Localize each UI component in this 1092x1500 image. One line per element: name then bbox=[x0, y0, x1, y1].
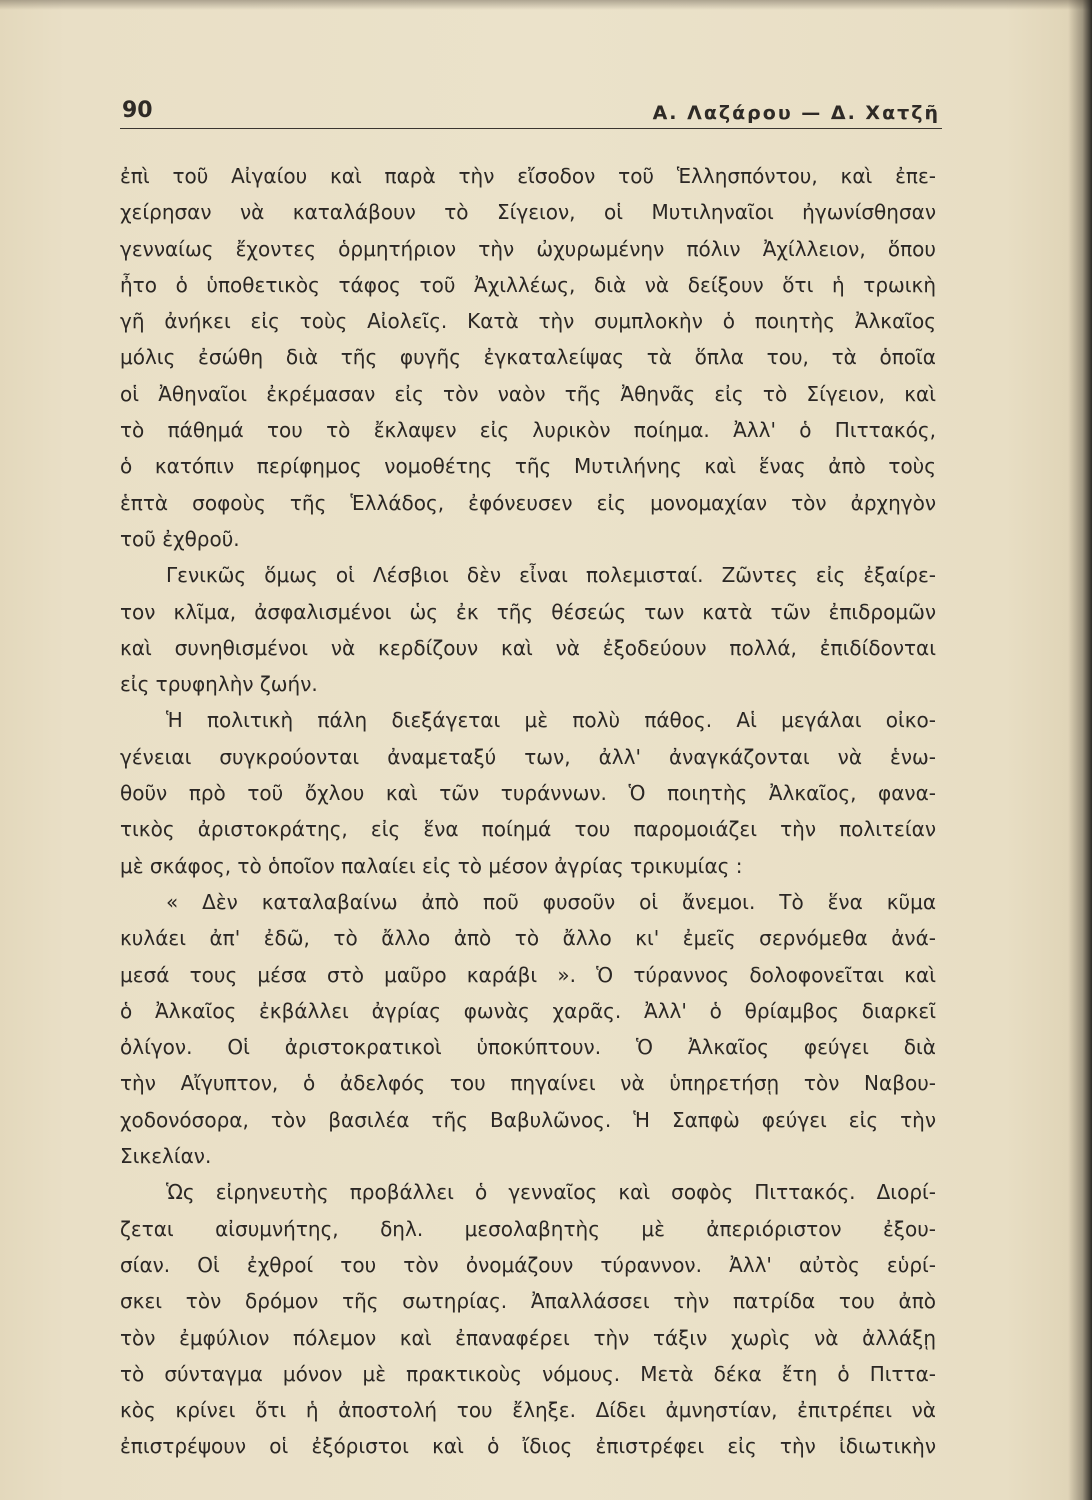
text-line: ὁ Ἀλκαῖος ἐκβάλλει ἀγρίας φωνὰς χαρᾶς. Ἀλλ' ὁ θρίαμβος διαρκεῖ bbox=[120, 998, 936, 1023]
text-line: τοῦ ἐχθροῦ. bbox=[120, 526, 240, 551]
page-top-shadow bbox=[0, 0, 1092, 10]
text-line: ἐπιστρέψουν οἱ ἐξόριστοι καὶ ὁ ἴδιος ἐπιστρέφει εἰς τὴν ἰδιωτικὴν bbox=[120, 1434, 936, 1459]
text-line: ὁ κατόπιν περίφημος νομοθέτης τῆς Μυτιλήνης καὶ ἕνας ἀπὸ τοὺς bbox=[120, 454, 936, 479]
text-line: « Δὲν καταλαβαίνω ἀπὸ ποῦ φυσοῦν οἱ ἄνεμοι. Τὸ ἕνα κῦμα bbox=[166, 889, 936, 914]
text-line: γῆ ἀνήκει εἰς τοὺς Αἰολεῖς. Κατὰ τὴν συμπλοκὴν ὁ ποιητὴς Ἀλκαῖος bbox=[120, 309, 936, 334]
text-line: γενναίως ἔχοντες ὁρμητήριον τὴν ὠχυρωμένην πόλιν Ἀχίλλειον, ὅπου bbox=[120, 236, 936, 261]
text-line: μεσά τους μέσα στὸ μαῦρο καράβι ». Ὁ τύραννος δολοφονεῖται καὶ bbox=[120, 962, 936, 987]
text-line: τικὸς ἀριστοκράτης, εἰς ἕνα ποίημά του παρομοιάζει τὴν πολιτείαν bbox=[120, 817, 936, 842]
text-line: μόλις ἐσώθη διὰ τῆς φυγῆς ἐγκαταλείψας τὰ ὅπλα του, τὰ ὁποῖα bbox=[120, 345, 936, 370]
text-line: τὸ πάθημά του τὸ ἔκλαψεν εἰς λυρικὸν ποίημα. Ἀλλ' ὁ Πιττακός, bbox=[120, 418, 936, 443]
text-line: ζεται αἰσυμνήτης, δηλ. μεσολαβητὴς μὲ ἀπεριόριστον ἐξου- bbox=[120, 1216, 936, 1241]
text-line: ὀλίγον. Οἱ ἀριστοκρατικοὶ ὑποκύπτουν. Ὁ Ἀλκαῖος φεύγει διὰ bbox=[120, 1035, 936, 1060]
text-line: Σικελίαν. bbox=[120, 1144, 212, 1169]
text-line: κὸς κρίνει ὅτι ἡ ἀποστολή του ἔληξε. Δίδει ἀμνηστίαν, ἐπιτρέπει νὰ bbox=[120, 1398, 936, 1423]
text-line: τὸν ἐμφύλιον πόλεμον καὶ ἐπαναφέρει τὴν τάξιν χωρὶς νὰ ἀλλάξῃ bbox=[120, 1325, 936, 1350]
page-number: 90 bbox=[122, 98, 153, 123]
text-line: οἱ Ἀθηναῖοι ἐκρέμασαν εἰς τὸν ναὸν τῆς Ἀθηνᾶς εἰς τὸ Σίγειον, καὶ bbox=[120, 381, 936, 406]
text-line: εἰς τρυφηλὴν ζωήν. bbox=[120, 672, 318, 697]
page-header bbox=[120, 92, 942, 129]
text-line: μὲ σκάφος, τὸ ὁποῖον παλαίει εἰς τὸ μέσον ἀγρίας τρικυμίας : bbox=[120, 853, 743, 878]
text-line: Ὡς εἰρηνευτὴς προβάλλει ὁ γενναῖος καὶ σοφὸς Πιττακός. Διορί- bbox=[166, 1180, 936, 1205]
body-text bbox=[120, 158, 936, 1465]
text-line: χοδονόσορα, τὸν βασιλέα τῆς Βαβυλῶνος. Ἡ Σαπφὼ φεύγει εἰς τὴν bbox=[120, 1107, 936, 1132]
text-line: χείρησαν νὰ καταλάβουν τὸ Σίγειον, οἱ Μυτιληναῖοι ἠγωνίσθησαν bbox=[120, 200, 936, 225]
text-line: Γενικῶς ὅμως οἱ Λέσβιοι δὲν εἶναι πολεμισταί. Ζῶντες εἰς ἐξαίρε- bbox=[166, 563, 936, 588]
text-line: τον κλῖμα, ἀσφαλισμένοι ὡς ἐκ τῆς θέσεώς των κατὰ τῶν ἐπιδρομῶν bbox=[120, 599, 936, 624]
text-line: ἦτο ὁ ὑποθετικὸς τάφος τοῦ Ἀχιλλέως, διὰ νὰ δείξουν ὅτι ἡ τρωικὴ bbox=[120, 272, 936, 297]
text-line: Ἡ πολιτικὴ πάλη διεξάγεται μὲ πολὺ πάθος. Αἱ μεγάλαι οἰκο- bbox=[166, 708, 936, 733]
text-line: ἐπὶ τοῦ Αἰγαίου καὶ παρὰ τὴν εἴσοδον τοῦ Ἑλλησπόντου, καὶ ἐπε- bbox=[120, 164, 936, 188]
text-line: θοῦν πρὸ τοῦ ὄχλου καὶ τῶν τυράννων. Ὁ ποιητὴς Ἀλκαῖος, φανα- bbox=[120, 781, 936, 806]
text-line: κυλάει ἀπ' ἐδῶ, τὸ ἄλλο ἀπὸ τὸ ἄλλο κι' ἐμεῖς σερνόμεθα ἀνά- bbox=[120, 926, 936, 951]
text-line: σίαν. Οἱ ἐχθροί του τὸν ὀνομάζουν τύραννον. Ἀλλ' αὐτὸς εὑρί- bbox=[120, 1252, 936, 1277]
text-line: τὸ σύνταγμα μόνον μὲ πρακτικοὺς νόμους. Μετὰ δέκα ἔτη ὁ Πιττα- bbox=[120, 1361, 936, 1386]
running-head: Α. Λαζάρου — Δ. Χατζῆ bbox=[652, 102, 940, 124]
text-line: γένειαι συγκρούονται ἀναμεταξύ των, ἀλλ' ἀναγκάζονται νὰ ἑνω- bbox=[120, 744, 936, 769]
binding-shadow bbox=[1068, 0, 1092, 1500]
text-line: ἑπτὰ σοφοὺς τῆς Ἑλλάδος, ἐφόνευσεν εἰς μονομαχίαν τὸν ἀρχηγὸν bbox=[120, 490, 936, 515]
text-line: καὶ συνηθισμένοι νὰ κερδίζουν καὶ νὰ ἐξοδεύουν πολλά, ἐπιδίδονται bbox=[120, 635, 936, 660]
text-line: τὴν Αἴγυπτον, ὁ ἀδελφός του πηγαίνει νὰ ὑπηρετήσῃ τὸν Ναβου- bbox=[120, 1071, 936, 1096]
text-line: σκει τὸν δρόμον τῆς σωτηρίας. Ἀπαλλάσσει τὴν πατρίδα του ἀπὸ bbox=[120, 1289, 936, 1314]
